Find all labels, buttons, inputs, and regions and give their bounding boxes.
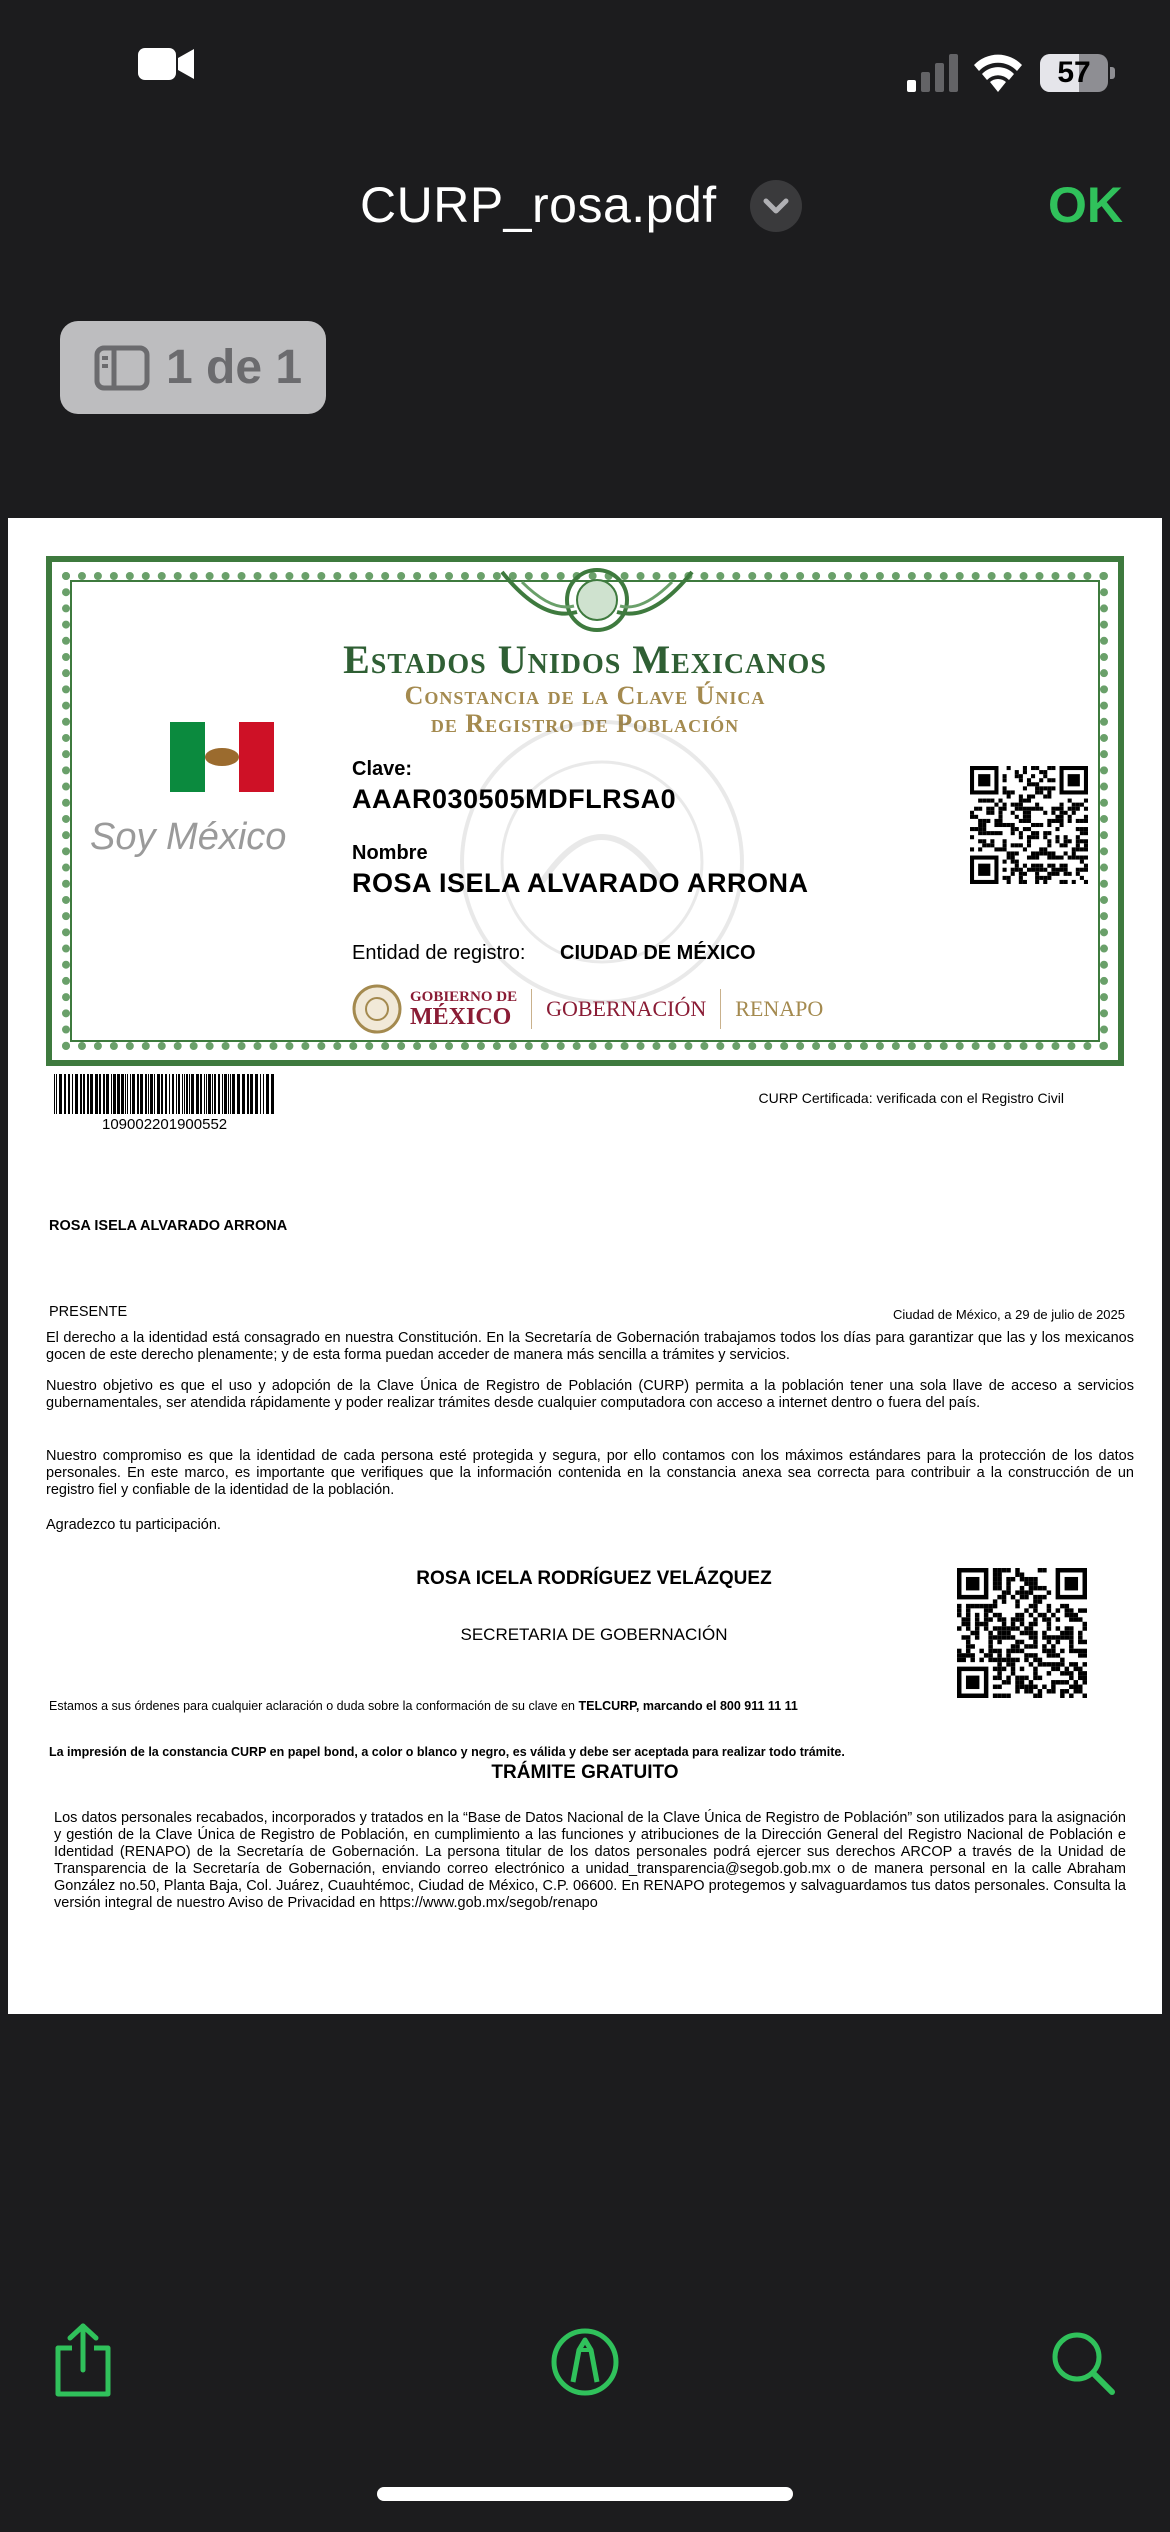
letter-thanks: Agradezco tu participación. <box>46 1517 221 1533</box>
share-icon[interactable] <box>52 2322 114 2398</box>
contact-text: Estamos a sus órdenes para cualquier aclaración o duda sobre la conformación de su clave en <box>49 1699 579 1713</box>
logo-gobierno-line1: GOBIERNO DE <box>410 988 518 1005</box>
barcode-number: 109002201900552 <box>102 1116 228 1133</box>
letter-paragraph-2: Nuestro objetivo es que el uso y adopción de la Clave Única de Registro de Población (CURP) permita a la población tener una sola llave de acceso a servicios gubernamentales, ser atendida rápidamente y poder realizar trámites desde cualquier computadora con acceso a internet dentro o fuera del país. <box>46 1378 1134 1411</box>
contact-phone: TELCURP, marcando el 800 911 11 11 <box>578 1699 798 1713</box>
logo-gobierno-line2: MÉXICO <box>410 1003 512 1030</box>
search-icon[interactable] <box>1050 2330 1116 2396</box>
entidad-value: CIUDAD DE MÉXICO <box>560 942 756 964</box>
national-crest-icon <box>482 562 712 638</box>
pdf-page[interactable] <box>8 518 1162 2014</box>
signer-title: SECRETARIA DE GOBERNACIÓN <box>460 1625 728 1644</box>
sidebar-icon <box>94 345 150 391</box>
title-menu-button[interactable] <box>750 180 802 232</box>
status-bar <box>0 0 1170 140</box>
logo-renapo: RENAPO <box>735 996 824 1021</box>
entidad-label: Entidad de registro: <box>352 942 526 964</box>
gobierno-seal-icon <box>352 984 402 1034</box>
letter-date: Ciudad de México, a 29 de julio de 2025 <box>893 1307 1125 1322</box>
logo-gobernacion: GOBERNACIÓN <box>546 996 707 1021</box>
crest-watermark-icon <box>452 712 752 1012</box>
chevron-down-icon <box>750 180 802 232</box>
video-camera-icon <box>138 46 194 82</box>
battery-icon <box>1040 54 1114 92</box>
cellular-signal-icon <box>905 52 961 92</box>
page-indicator[interactable] <box>60 321 326 414</box>
contact-line <box>49 1698 798 1715</box>
country-name: Estados Unidos Mexicanos <box>343 637 827 682</box>
clave-label: Clave: <box>352 758 413 780</box>
mexico-flag-icon <box>170 722 274 792</box>
letter-paragraph-1: El derecho a la identidad está consagrado en nuestra Constitución. En la Secretaría de Gobernación trabajamos todos los días para garantizar que las y los mexicanos gocen de este derecho plenamente; y de esta forma puedan acceder de manera más sencilla a trámites y servicios. <box>46 1330 1134 1363</box>
letter-presente: PRESENTE <box>49 1304 128 1320</box>
signer-name: ROSA ICELA RODRÍGUEZ VELÁZQUEZ <box>416 1568 772 1589</box>
letter-paragraph-3: Nuestro compromiso es que la identidad de cada persona esté protegida y segura, por ello contamos con los máximos estándares para la protección de los datos personales. En este marco, es importante que verifiques que la información contenida en la constancia anexa sea correcta para contribuir a la construcción de un registro fiel y confiable de la identidad de la población. <box>46 1448 1134 1498</box>
document-title[interactable]: CURP_rosa.pdf <box>360 177 717 233</box>
battery-level: 57 <box>1057 56 1091 89</box>
page-indicator-label: 1 de 1 <box>166 341 303 394</box>
government-logos <box>352 982 823 1036</box>
letter-recipient: ROSA ISELA ALVARADO ARRONA <box>49 1218 288 1234</box>
slogan: Soy México <box>90 816 287 858</box>
wifi-icon <box>972 50 1024 92</box>
card-subtitle-line2: de Registro de Población <box>430 709 740 738</box>
home-indicator[interactable] <box>377 2487 793 2501</box>
free-procedure: TRÁMITE GRATUITO <box>491 1762 679 1783</box>
barcode <box>54 1074 276 1114</box>
clave-value: AAAR030505MDFLRSA0 <box>352 784 677 814</box>
nombre-value: ROSA ISELA ALVARADO ARRONA <box>352 868 809 898</box>
certified-note: CURP Certificada: verificada con el Registro Civil <box>758 1090 1064 1106</box>
card-qr-code <box>970 766 1088 884</box>
nombre-label: Nombre <box>352 842 428 864</box>
letter-qr-code <box>957 1568 1087 1698</box>
curp-card <box>46 556 1124 1066</box>
card-subtitle-line1: Constancia de la Clave Única <box>404 681 766 710</box>
privacy-notice: Los datos personales recabados, incorporados y tratados en la “Base de Datos Nacional de la Clave Única de Registro de Población” son utilizados para la asignación y gestión de la Clave Única de Registro de Población, en cumplimiento a las funciones y atribuciones de la Dirección General del Registro Nacional de Población e Identidad (RENAPO) de la Secretaría de Gobernación. La persona titular de los datos personales podrá ejercer sus derechos ARCOP a través de la Unidad de Transparencia de la Secretaría de Gobernación, enviando correo electrónico a unidad_transparencia@segob.gob.mx o de manera personal en la calle Abraham González no.50, Planta Baja, Col. Juárez, Cuauhtémoc, Ciudad de México, C.P. 06600. En RENAPO protegemos y salvaguardamos tus datos personales. Consulta la versión integral de nuestro Aviso de Privacidad en https://www.gob.mx/segob/renapo <box>54 1810 1126 1911</box>
validity-note: La impresión de la constancia CURP en papel bond, a color o blanco y negro, es válida y debe ser aceptada para realizar todo trámite. <box>49 1745 845 1759</box>
markup-icon[interactable] <box>551 2328 619 2396</box>
done-button[interactable]: OK <box>1048 177 1123 233</box>
